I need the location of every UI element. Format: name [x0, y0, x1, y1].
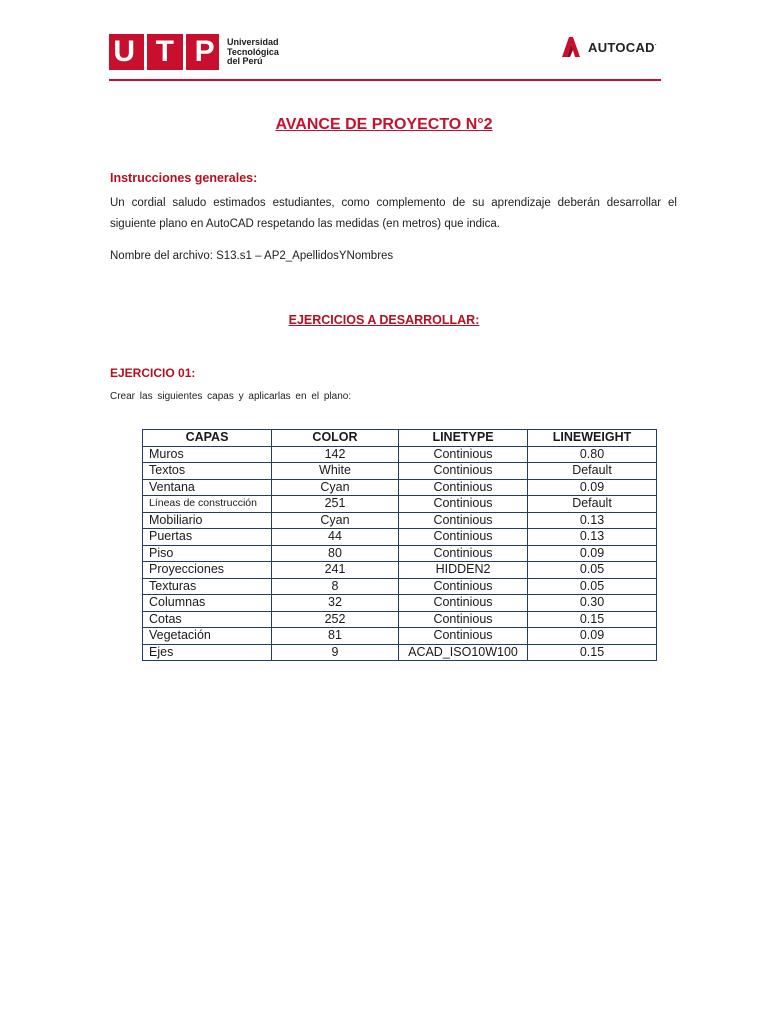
cell-layer: Ventana — [143, 479, 272, 496]
cell-layer: Piso — [143, 545, 272, 562]
cell-lineweight: 0.09 — [528, 545, 657, 562]
cell-linetype: Continious — [399, 628, 528, 645]
section-heading: EJERCICIOS A DESARROLLAR: — [288, 313, 480, 327]
cell-color: 80 — [272, 545, 399, 562]
cell-lineweight: Default — [528, 463, 657, 480]
cell-linetype: Continious — [399, 595, 528, 612]
cell-lineweight: 0.13 — [528, 529, 657, 546]
cell-lineweight: 0.15 — [528, 644, 657, 661]
cell-layer: Proyecciones — [143, 562, 272, 579]
cell-color: 8 — [272, 578, 399, 595]
table-header-row — [143, 430, 657, 447]
cell-color: 32 — [272, 595, 399, 612]
cell-linetype: Continious — [399, 463, 528, 480]
cell-layer: Cotas — [143, 611, 272, 628]
autocad-a-icon — [560, 36, 582, 58]
cell-layer: Ejes — [143, 644, 272, 661]
table-row — [143, 578, 657, 595]
autocad-logo — [560, 36, 657, 58]
column-header-capas: CAPAS — [143, 430, 272, 447]
cell-color: 44 — [272, 529, 399, 546]
logo-letter-u: U — [113, 35, 136, 68]
table-row — [143, 496, 657, 513]
cell-layer: Mobiliario — [143, 512, 272, 529]
university-name-line: Universidad — [227, 37, 279, 47]
cell-lineweight: 0.13 — [528, 512, 657, 529]
column-header-color: COLOR — [272, 430, 399, 447]
cell-lineweight: 0.05 — [528, 578, 657, 595]
autocad-wordmark: AUTOCAD· — [588, 39, 658, 55]
cell-color: 241 — [272, 562, 399, 579]
cell-layer: Puertas — [143, 529, 272, 546]
cell-lineweight: 0.09 — [528, 628, 657, 645]
logo-separator — [183, 34, 186, 70]
instructions-body: Un cordial saludo estimados estudiantes, como complemento de su aprendizaje deberán desarrollar el siguiente plano en AutoCAD respetando las medidas (en metros) que indica. — [110, 197, 677, 230]
utp-logo — [109, 34, 219, 70]
cell-linetype: Continious — [399, 479, 528, 496]
exercise-instruction: Crear las siguientes capas y aplicarlas en el plano: — [110, 391, 352, 402]
cell-color: 81 — [272, 628, 399, 645]
header-divider — [109, 79, 661, 81]
university-name-line: Tecnológica — [227, 46, 279, 57]
university-name — [227, 38, 279, 67]
page-title: AVANCE DE PROYECTO N°2 — [275, 116, 493, 133]
table-row — [143, 562, 657, 579]
cell-linetype: Continious — [399, 446, 528, 463]
university-name-line: del Perú — [227, 56, 263, 66]
table-row — [143, 611, 657, 628]
table-row — [143, 644, 657, 661]
cell-color: White — [272, 463, 399, 480]
cell-color: Cyan — [272, 512, 399, 529]
logo-separator — [144, 34, 147, 70]
filename-line: Nombre del archivo: S13.s1 – AP2_ApellidosYNombres — [110, 250, 394, 262]
cell-lineweight: 0.80 — [528, 446, 657, 463]
cell-lineweight: Default — [528, 496, 657, 513]
cell-layer: Columnas — [143, 595, 272, 612]
cell-lineweight: 0.05 — [528, 562, 657, 579]
cell-linetype: Continious — [399, 545, 528, 562]
cell-layer: Texturas — [143, 578, 272, 595]
column-header-lineweight: LINEWEIGHT — [528, 430, 657, 447]
cell-linetype: HIDDEN2 — [399, 562, 528, 579]
table-row — [143, 628, 657, 645]
table-row — [143, 446, 657, 463]
layers-table — [142, 429, 657, 661]
cell-color: 252 — [272, 611, 399, 628]
cell-color: 251 — [272, 496, 399, 513]
table-row — [143, 479, 657, 496]
cell-linetype: Continious — [399, 496, 528, 513]
table-row — [143, 595, 657, 612]
cell-linetype: Continious — [399, 611, 528, 628]
cell-layer: Vegetación — [143, 628, 272, 645]
cell-linetype: Continious — [399, 512, 528, 529]
cell-linetype: Continious — [399, 578, 528, 595]
column-header-linetype: LINETYPE — [399, 430, 528, 447]
cell-color: Cyan — [272, 479, 399, 496]
table-row — [143, 545, 657, 562]
logo-letter-t: T — [155, 35, 174, 68]
cell-lineweight: 0.30 — [528, 595, 657, 612]
cell-layer: Muros — [143, 446, 272, 463]
cell-color: 9 — [272, 644, 399, 661]
instructions-heading: Instrucciones generales: — [110, 171, 258, 185]
cell-linetype: ACAD_ISO10W100 — [399, 644, 528, 661]
table-row — [143, 463, 657, 480]
cell-lineweight: 0.09 — [528, 479, 657, 496]
table-row — [143, 512, 657, 529]
logo-letter-p: P — [194, 35, 215, 68]
cell-linetype: Continious — [399, 529, 528, 546]
exercise-heading: EJERCICIO 01: — [110, 366, 196, 380]
cell-layer: Textos — [143, 463, 272, 480]
table-row — [143, 529, 657, 546]
cell-layer: Líneas de construcción — [143, 496, 272, 513]
cell-lineweight: 0.15 — [528, 611, 657, 628]
cell-color: 142 — [272, 446, 399, 463]
